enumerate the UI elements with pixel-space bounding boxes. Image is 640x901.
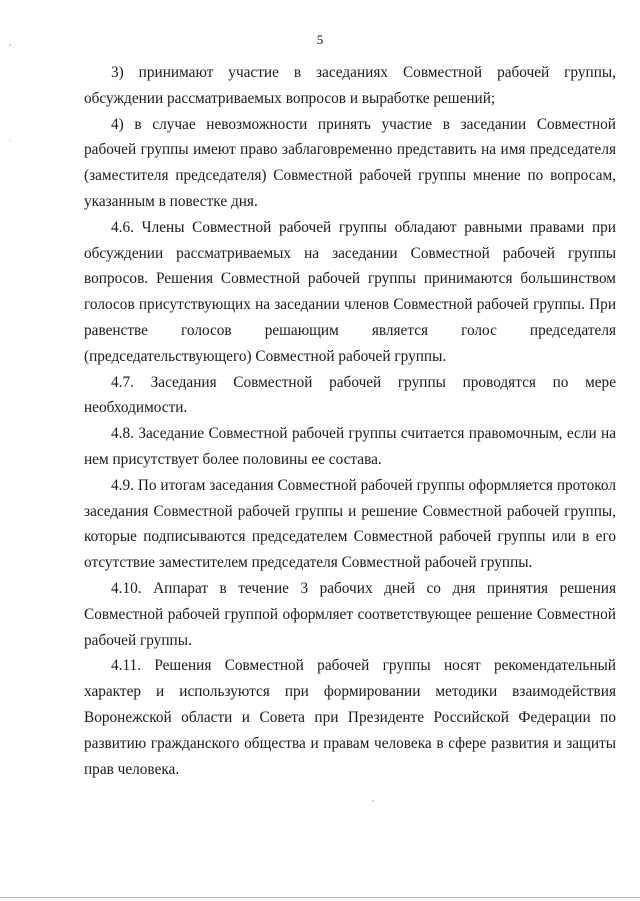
- paragraph-item-3: 3) принимают участие в заседаниях Совместной рабочей группы, обсуждении рассматриваемых вопросов и выработке решений;: [84, 64, 616, 107]
- scan-speck: [9, 44, 11, 46]
- document-body: [84, 60, 616, 782]
- scan-speck: [10, 140, 11, 142]
- paragraph-4-7: 4.7. Заседания Совместной рабочей группы проводятся по мере необходимости.: [84, 373, 616, 417]
- paragraph-4-8: 4.8. Заседание Совместной рабочей группы считается правомочным, если на нем присутствует более половины ее состава.: [84, 425, 616, 468]
- paragraph-4-10: 4.10. Аппарат в течение 3 рабочих дней со дня принятия решения Совместной рабочей группой оформляет соответствующее решение Совместной рабочей группы.: [84, 579, 616, 649]
- paragraph-4-11: 4.11. Решения Совместной рабочей группы носят рекомендательный характер и используются при формировании методики взаимодействия Воронежской области и Совета при Президенте Российской Федерации по развитию гражданского общества и правам человека в сфере развития и защиты прав человека.: [84, 657, 616, 778]
- paragraph-item-4: 4) в случае невозможности принять участие в заседании Совместной рабочей группы имеют право заблаговременно представить на имя председателя (заместителя председателя) Совместной рабочей группы мнение по вопросам, указанным в повестке дня.: [84, 115, 616, 210]
- page-number: 5: [316, 32, 324, 47]
- scan-speck: [372, 800, 374, 802]
- paragraph-4-9: 4.9. По итогам заседания Совместной рабочей группы оформляется протокол заседания Совместной рабочей группы и решение Совместной рабочей группы, которые подписываются председателем Совместной рабочей группы или в его отсутствие заместителем председателя Совместной рабочей группы.: [84, 476, 616, 572]
- scan-bottom-edge: [0, 897, 640, 898]
- paragraph-4-6: 4.6. Члены Совместной рабочей группы обладают равными правами при обсуждении рассматриваемых на заседании Совместной рабочей группы вопросов. Решения Совместной рабочей группы принимаются большинством голосов присутствующих на заседании членов Совместной рабочей группы. При равенстве голосов решающим является голос председателя (председательствующего) Совместной рабочей группы.: [84, 218, 616, 365]
